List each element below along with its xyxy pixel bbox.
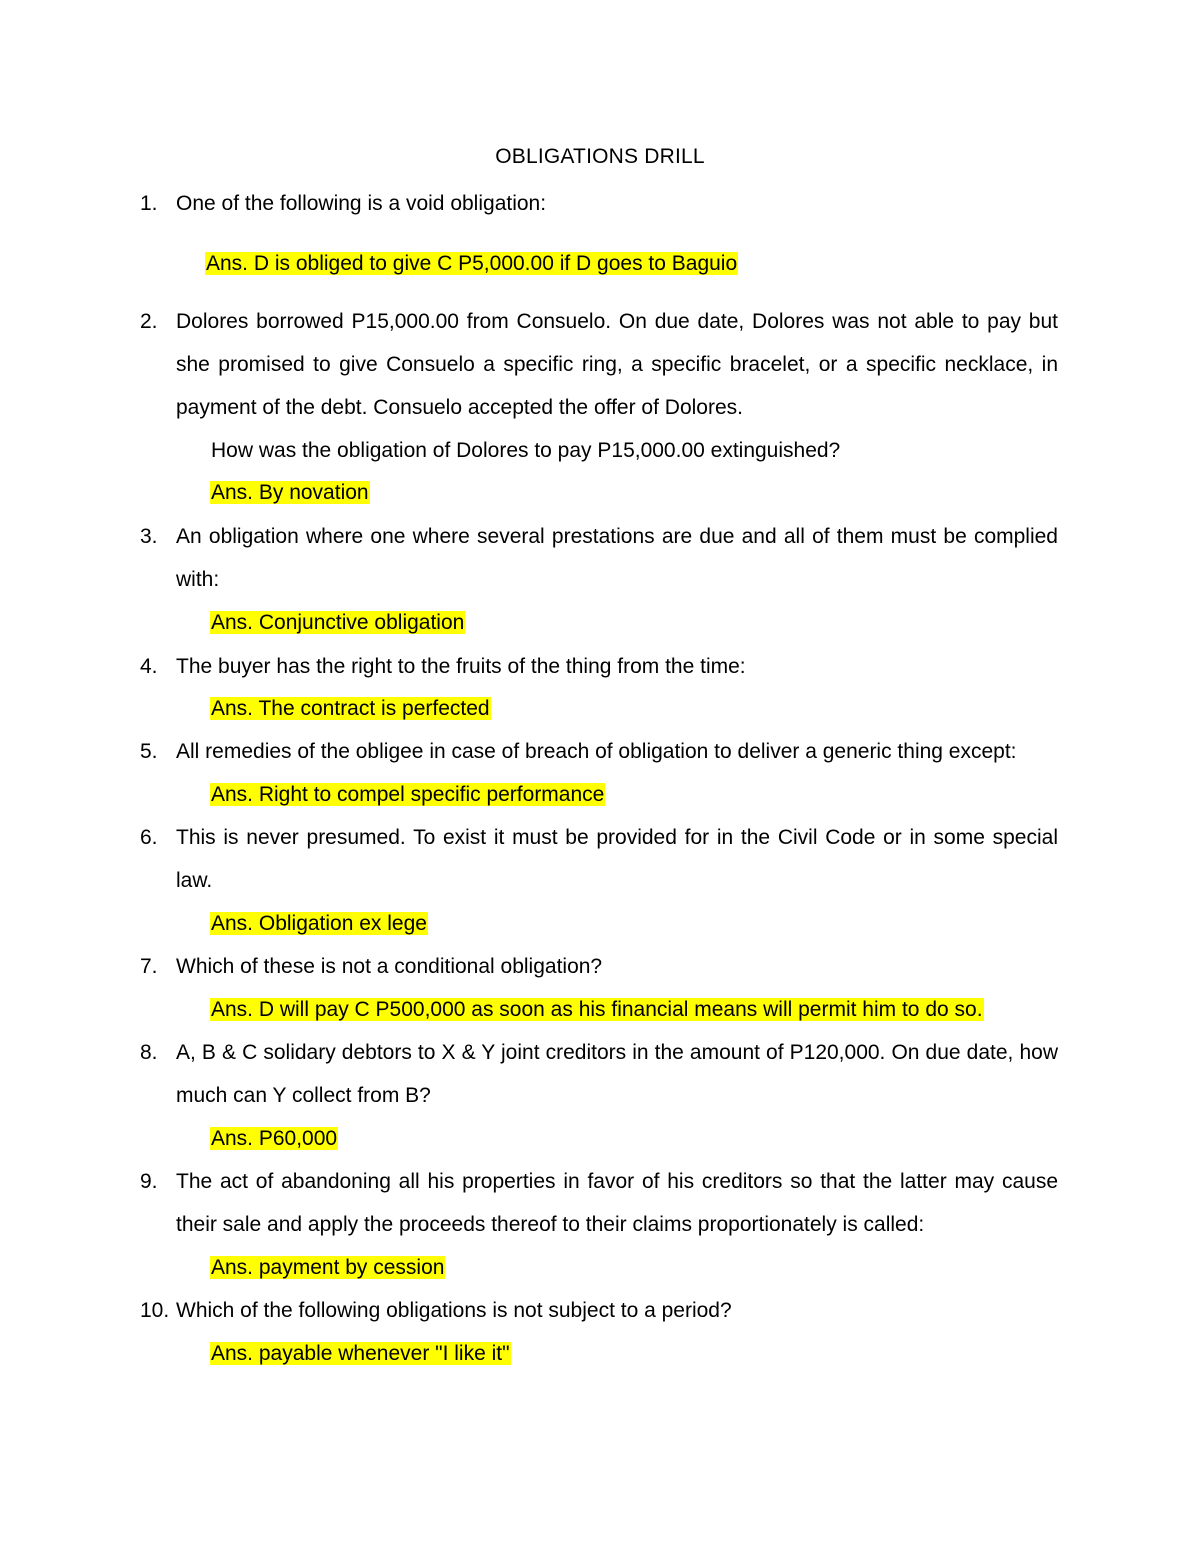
- question-text: All remedies of the obligee in case of breach of obligation to deliver a generic thing except:: [176, 740, 1017, 763]
- question-item: [140, 182, 1058, 225]
- question-item: [140, 515, 1058, 601]
- question-number: 5.: [140, 740, 158, 763]
- question-number: 6.: [140, 826, 158, 849]
- question-text: Which of the following obligations is not subject to a period?: [176, 1299, 732, 1322]
- question-number: 1.: [140, 192, 158, 215]
- question-text: One of the following is a void obligation:: [176, 192, 547, 215]
- answer: [210, 479, 370, 507]
- question-item: [140, 1031, 1058, 1117]
- answer-highlight: Ans. payment by cession: [211, 1256, 445, 1279]
- answer-highlight: Ans. Obligation ex lege: [211, 912, 427, 935]
- question-item: [140, 730, 1058, 773]
- question-number: 10.: [140, 1299, 170, 1322]
- question-number: 8.: [140, 1041, 158, 1064]
- question-number: 3.: [140, 525, 158, 548]
- answer-highlight: Ans. By novation: [211, 481, 369, 504]
- answer: [210, 1254, 445, 1282]
- question-number: 7.: [140, 955, 158, 978]
- answer: [210, 1125, 338, 1153]
- answer-highlight: Ans. Conjunctive obligation: [211, 611, 465, 634]
- question-text: Which of these is not a conditional obligation?: [176, 955, 603, 978]
- question-item: [140, 1289, 1058, 1332]
- question-number: 4.: [140, 655, 158, 678]
- answer: [210, 910, 428, 938]
- answer: [210, 695, 491, 723]
- question-text: Dolores borrowed P15,000.00 from Consuelo. On due date, Dolores was not able to pay but she promised to give Consuelo a specific ring, a specific bracelet, or a specific necklace, in payment of the debt. Consuelo accepted the offer of Dolores.: [176, 310, 1058, 419]
- answer: [210, 781, 605, 809]
- answer-highlight: Ans. The contract is perfected: [211, 697, 490, 720]
- question-item: [140, 945, 1058, 988]
- answer-highlight: Ans. D will pay C P500,000 as soon as his financial means will permit him to do so.: [211, 998, 983, 1021]
- question-text: This is never presumed. To exist it must be provided for in the Civil Code or in some special law.: [176, 826, 1058, 892]
- answer-highlight: Ans. D is obliged to give C P5,000.00 if D goes to Baguio: [206, 252, 738, 275]
- answer-highlight: Ans. payable whenever "I like it": [211, 1342, 510, 1365]
- question-item: [140, 300, 1058, 429]
- sub-question-text: How was the obligation of Dolores to pay P15,000.00 extinguished?: [211, 439, 841, 462]
- question-text: The act of abandoning all his properties in favor of his creditors so that the latter may cause their sale and apply the proceeds thereof to their claims proportionately is called:: [176, 1170, 1058, 1236]
- answer-highlight: Ans. P60,000: [211, 1127, 338, 1150]
- question-text: The buyer has the right to the fruits of the thing from the time:: [176, 655, 746, 678]
- question-number: 2.: [140, 310, 158, 333]
- question-text: A, B & C solidary debtors to X & Y joint creditors in the amount of P120,000. On due date, how much can Y collect from B?: [176, 1041, 1058, 1107]
- answer: [205, 250, 738, 278]
- answer-highlight: Ans. Right to compel specific performance: [211, 783, 605, 806]
- answer: [210, 996, 984, 1024]
- question-text: An obligation where one where several prestations are due and all of them must be complied with:: [176, 525, 1058, 591]
- question-item: [140, 1160, 1058, 1246]
- question-item: [140, 816, 1058, 902]
- answer: [210, 609, 465, 637]
- question-number: 9.: [140, 1170, 158, 1193]
- answer: [210, 1340, 511, 1368]
- document-title: OBLIGATIONS DRILL: [495, 145, 705, 168]
- question-item: [140, 645, 1058, 688]
